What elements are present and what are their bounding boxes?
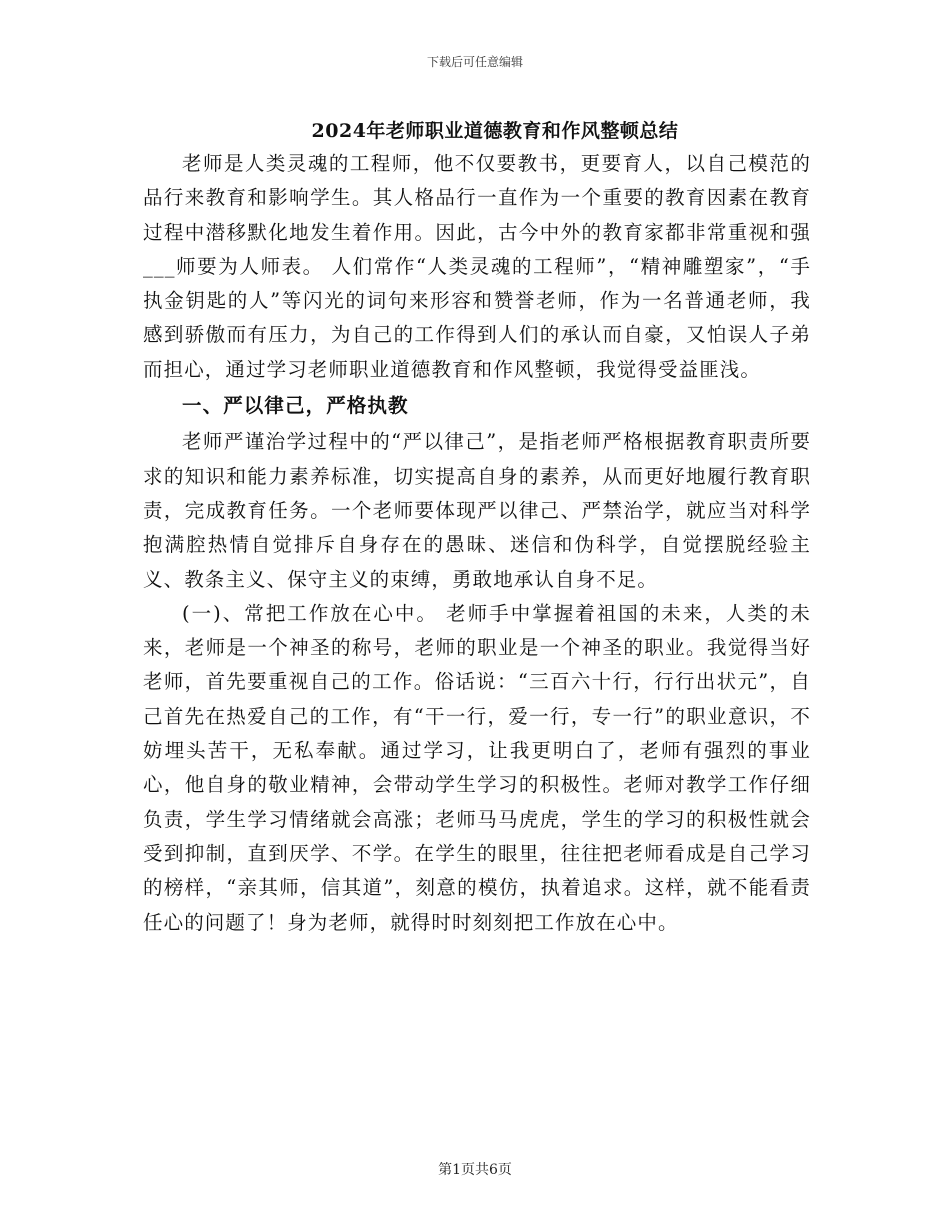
page-number: 第1页共6页 (438, 1162, 512, 1178)
header-note: 下载后可任意编辑 (426, 55, 523, 69)
intro-paragraph: 老师是人类灵魂的工程师，他不仅要教书，更要育人，以自己模范的品行来教育和影响学生。其人格品行一直作为一个重要的教育因素在教育过程中潜移默化地发生着作用。因此，古今中外的教育家都非常重视和强___师要为人师表。 人们常作“人类灵魂的工程师”，“精神雕塑家”，“手执金钥匙的人”等闪光的词句来形容和赞誉老师，作为一名普通老师，我感到骄傲而有压力，为自己的工作得到人们的承认而自豪，又怕误人子弟而担心，通过学习老师职业道德教育和作风整顿，我觉得受益匪浅。 (143, 152, 811, 381)
document-body (143, 147, 811, 940)
subsection-paragraph: (一)、常把工作放在心中。 老师手中掌握着祖国的未来，人类的未来，老师是一个神圣的称号，老师的职业是一个神圣的职业。我觉得当好老师，首先要重视自己的工作。俗话说：“三百六十行，行行出状元”，自己首先在热爱自己的工作，有“干一行，爱一行，专一行”的职业意识，不妨埋头苦干，无私奉献。通过学习，让我更明白了，老师有强烈的事业心，他自身的敬业精神，会带动学生学习的积极性。老师对教学工作仔细负责，学生学习情绪就会高涨；老师马马虎虎，学生的学习的积极性就会受到抑制，直到厌学、不学。在学生的眼里，往往把老师看成是自己学习的榜样，“亲其师，信其道”，刻意的模仿，执着追求。这样，就不能看责任心的问题了！身为老师，就得时时刻刻把工作放在心中。 (143, 601, 811, 934)
section-heading: 一、严以律己，严格执教 (182, 394, 409, 418)
document-title: 2024年老师职业道德教育和作风整顿总结 (311, 120, 679, 142)
body-paragraph: 老师严谨治学过程中的“严以律己”，是指老师严格根据教育职责所要求的知识和能力素养标准，切实提高自身的素养，从而更好地履行教育职责，完成教育任务。一个老师要体现严以律己、严禁治学，就应当对科学抱满腔热情自觉排斥自身存在的愚昧、迷信和伪科学，自觉摆脱经验主义、教条主义、保守主义的束缚，勇敢地承认自身不足。 (143, 430, 811, 591)
